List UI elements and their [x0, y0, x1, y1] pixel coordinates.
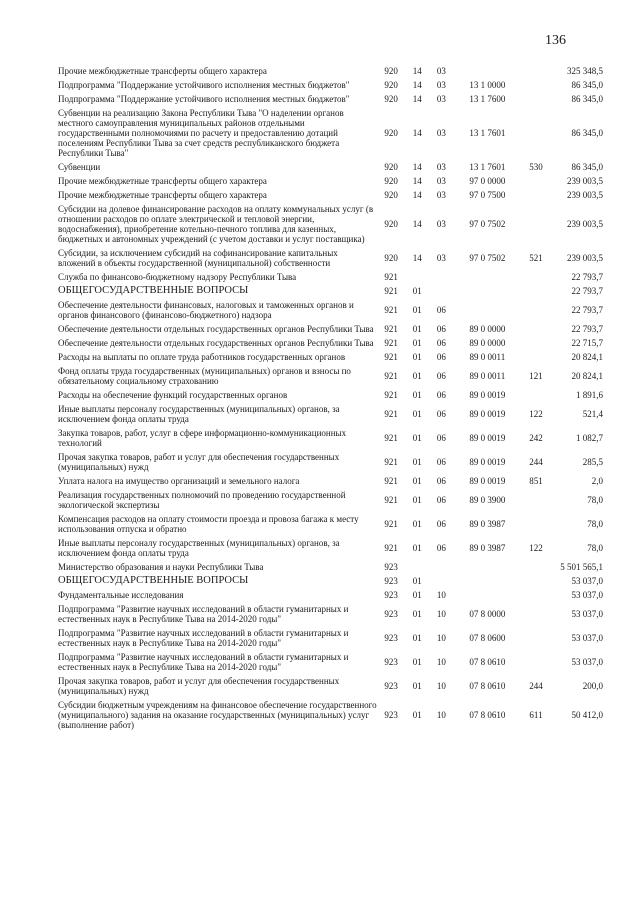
amount: 78,0: [587, 543, 603, 553]
amount: 22 793,7: [571, 272, 603, 282]
item-name: Обеспечение деятельности отдельных государственных органов Республики Тыва: [58, 324, 374, 334]
target-article-code: 07 8 0000: [469, 609, 506, 619]
expense-type-code: 521: [529, 253, 543, 263]
expense-type-code: [521, 300, 550, 324]
target-article-code: 13 1 7601: [469, 162, 506, 172]
budget-table-body: [58, 66, 603, 734]
subsection-code: 03: [436, 80, 446, 90]
ministry-code: 921: [384, 305, 398, 315]
item-name: Субсидии бюджетным учреждениям на финансовое обеспечение государственного (муниципального) задания на оказание государственных (муниципальных) услуг (выполнение работ): [58, 700, 377, 730]
table-row: [58, 576, 603, 590]
expense-type-code: [521, 80, 550, 94]
ministry-code: 920: [384, 94, 398, 104]
ministry-code: 921: [384, 390, 398, 400]
amount: 22 793,7: [571, 305, 603, 315]
table-row: [58, 676, 603, 700]
section-code: [405, 272, 429, 286]
table-row: [58, 248, 603, 272]
amount: 53 037,0: [571, 657, 603, 667]
amount: 285,5: [582, 457, 603, 467]
ministry-code: 921: [384, 286, 398, 296]
subsection-code: 10: [436, 681, 446, 691]
amount: 239 003,5: [567, 176, 603, 186]
amount: 86 345,0: [571, 94, 603, 104]
expense-type-code: [521, 94, 550, 108]
amount: 2,0: [591, 476, 603, 486]
amount: 53 037,0: [571, 633, 603, 643]
ministry-code: 923: [384, 562, 398, 572]
ministry-code: 921: [384, 324, 398, 334]
subsection-code: 06: [436, 371, 446, 381]
item-name: Иные выплаты персоналу государственных (муниципальных) органов, за исключением фонда оплаты труда: [58, 404, 340, 424]
subsection-code: [429, 272, 453, 286]
section-code: 01: [412, 576, 422, 586]
amount: 20 824,1: [571, 352, 603, 362]
table-row: [58, 452, 603, 476]
subsection-code: [429, 286, 453, 300]
ministry-code: 923: [384, 590, 398, 600]
subsection-code: 03: [436, 219, 446, 229]
target-article-code: 13 1 0000: [469, 80, 506, 90]
table-row: [58, 272, 603, 286]
item-name: Прочая закупка товаров, работ и услуг для обеспечения государственных (муниципальных) нужд: [58, 452, 340, 472]
section-code: 01: [412, 409, 422, 419]
item-name: Прочие межбюджетные трансферты общего характера: [58, 190, 267, 200]
ministry-code: 920: [384, 190, 398, 200]
section-code: 01: [412, 710, 422, 720]
expense-type-code: [521, 576, 550, 590]
amount: 86 345,0: [571, 162, 603, 172]
item-name: Реализация государственных полномочий по проведению государственной экологической экспертизы: [58, 490, 346, 510]
target-article-code: [453, 272, 521, 286]
subsection-code: 03: [436, 128, 446, 138]
target-article-code: [453, 562, 521, 576]
subsection-code: 03: [436, 190, 446, 200]
item-name: Министерство образования и науки Республики Тыва: [58, 562, 264, 572]
subsection-code: 06: [436, 305, 446, 315]
expense-type-code: [521, 66, 550, 80]
amount: 1 082,7: [576, 433, 603, 443]
table-row: [58, 562, 603, 576]
amount: 78,0: [587, 495, 603, 505]
expense-type-code: [521, 562, 550, 576]
item-name: Расходы на обеспечение функций государственных органов: [58, 390, 288, 400]
table-row: [58, 80, 603, 94]
item-name: Компенсация расходов на оплату стоимости проезда и провоза багажа к месту использования отпуска и обратно: [58, 514, 359, 534]
ministry-code: 921: [384, 433, 398, 443]
subsection-code: 06: [436, 457, 446, 467]
ministry-code: 923: [384, 576, 398, 586]
expense-type-code: [521, 324, 550, 338]
target-article-code: 97 0 0000: [469, 176, 506, 186]
amount: 53 037,0: [571, 590, 603, 600]
amount: 239 003,5: [567, 253, 603, 263]
item-name: Подпрограмма "Развитие научных исследований в области гуманитарных и естественных наук в Республике Тыва на 2014-2020 годы": [58, 652, 349, 672]
section-code: 14: [412, 128, 422, 138]
subsection-code: [429, 562, 453, 576]
target-article-code: 89 0 0019: [469, 390, 506, 400]
subsection-code: 06: [436, 519, 446, 529]
item-name: Субсидии, за исключением субсидий на софинансирование капитальных вложений в объекты государственной (муниципальной) собственности: [58, 248, 338, 268]
expense-type-code: [521, 628, 550, 652]
ministry-code: 920: [384, 253, 398, 263]
item-name: Закупка товаров, работ, услуг в сфере информационно-коммуникационных технологий: [58, 428, 347, 448]
target-article-code: 07 8 0600: [469, 633, 506, 643]
ministry-code: 921: [384, 272, 398, 282]
target-article-code: 07 8 0610: [469, 681, 506, 691]
amount: 22 715,7: [571, 338, 603, 348]
target-article-code: 89 0 0019: [469, 476, 506, 486]
expense-type-code: 242: [529, 433, 543, 443]
expense-type-code: [521, 190, 550, 204]
section-code: 01: [412, 609, 422, 619]
subsection-code: 10: [436, 710, 446, 720]
expense-type-code: [521, 604, 550, 628]
item-name: Подпрограмма "Поддержание устойчивого исполнения местных бюджетов": [58, 80, 350, 90]
subsection-code: 06: [436, 409, 446, 419]
item-name: Подпрограмма "Развитие научных исследований в области гуманитарных и естественных наук в Республике Тыва на 2014-2020 годы": [58, 604, 349, 624]
section-code: 14: [412, 176, 422, 186]
target-article-code: 89 0 0011: [469, 371, 506, 381]
target-article-code: 97 0 7502: [469, 219, 506, 229]
target-article-code: 89 0 0000: [469, 324, 506, 334]
target-article-code: 89 0 3987: [469, 543, 506, 553]
expense-type-code: 530: [529, 162, 543, 172]
table-row: [58, 352, 603, 366]
section-code: 01: [412, 371, 422, 381]
amount: 521,4: [582, 409, 603, 419]
table-row: [58, 604, 603, 628]
table-row: [58, 590, 603, 604]
item-name: ОБЩЕГОСУДАРСТВЕННЫЕ ВОПРОСЫ: [58, 285, 249, 296]
subsection-code: 06: [436, 324, 446, 334]
expense-type-code: [521, 272, 550, 286]
ministry-code: 920: [384, 176, 398, 186]
expense-type-code: 244: [529, 457, 543, 467]
section-code: 14: [412, 190, 422, 200]
expense-type-code: 851: [529, 476, 543, 486]
subsection-code: 10: [436, 609, 446, 619]
ministry-code: 923: [384, 710, 398, 720]
target-article-code: [453, 286, 521, 300]
subsection-code: 03: [436, 176, 446, 186]
subsection-code: 06: [436, 352, 446, 362]
amount: 20 824,1: [571, 371, 603, 381]
expense-type-code: 121: [529, 371, 543, 381]
ministry-code: 921: [384, 519, 398, 529]
subsection-code: 10: [436, 590, 446, 600]
ministry-code: 921: [384, 476, 398, 486]
target-article-code: 13 1 7600: [469, 94, 506, 104]
ministry-code: 921: [384, 338, 398, 348]
table-row: [58, 700, 603, 734]
amount: 53 037,0: [571, 576, 603, 586]
target-article-code: 89 0 0011: [469, 352, 506, 362]
target-article-code: 97 0 7500: [469, 190, 506, 200]
expense-type-code: [521, 352, 550, 366]
section-code: 01: [412, 305, 422, 315]
subsection-code: 03: [436, 94, 446, 104]
expense-type-code: [521, 652, 550, 676]
amount: 1 891,6: [576, 390, 603, 400]
target-article-code: [453, 590, 521, 604]
ministry-code: 920: [384, 80, 398, 90]
subsection-code: 06: [436, 543, 446, 553]
section-code: 14: [412, 80, 422, 90]
item-name: Прочие межбюджетные трансферты общего характера: [58, 66, 267, 76]
section-code: 14: [412, 219, 422, 229]
item-name: Обеспечение деятельности отдельных государственных органов Республики Тыва: [58, 338, 374, 348]
item-name: Обеспечение деятельности финансовых, налоговых и таможенных органов и органов финансового (финансово-бюджетного) надзора: [58, 300, 354, 320]
ministry-code: 921: [384, 352, 398, 362]
expense-type-code: [521, 204, 550, 248]
item-name: Подпрограмма "Развитие научных исследований в области гуманитарных и естественных наук в Республике Тыва на 2014-2020 годы": [58, 628, 349, 648]
subsection-code: 03: [436, 66, 446, 76]
expense-type-code: 122: [529, 409, 543, 419]
section-code: 01: [412, 476, 422, 486]
target-article-code: 89 0 0019: [469, 457, 506, 467]
target-article-code: 89 0 0000: [469, 338, 506, 348]
subsection-code: 06: [436, 338, 446, 348]
item-name: Фундаментальные исследования: [58, 590, 184, 600]
section-code: 01: [412, 633, 422, 643]
table-row: [58, 162, 603, 176]
ministry-code: 920: [384, 219, 398, 229]
expense-type-code: [521, 590, 550, 604]
table-row: [58, 490, 603, 514]
amount: 239 003,5: [567, 190, 603, 200]
section-code: 01: [412, 433, 422, 443]
table-row: [58, 366, 603, 390]
ministry-code: 920: [384, 66, 398, 76]
target-article-code: [453, 300, 521, 324]
ministry-code: 921: [384, 543, 398, 553]
item-name: Прочие межбюджетные трансферты общего характера: [58, 176, 267, 186]
ministry-code: 921: [384, 457, 398, 467]
amount: 86 345,0: [571, 80, 603, 90]
section-code: 14: [412, 94, 422, 104]
page-number: 136: [545, 33, 566, 48]
subsection-code: 06: [436, 495, 446, 505]
table-row: [58, 190, 603, 204]
subsection-code: 10: [436, 657, 446, 667]
amount: 78,0: [587, 519, 603, 529]
table-row: [58, 428, 603, 452]
subsection-code: 06: [436, 390, 446, 400]
amount: 239 003,5: [567, 219, 603, 229]
amount: 22 793,7: [571, 324, 603, 334]
section-code: [405, 562, 429, 576]
table-row: [58, 204, 603, 248]
ministry-code: 923: [384, 657, 398, 667]
ministry-code: 920: [384, 162, 398, 172]
expense-type-code: [521, 338, 550, 352]
amount: 50 412,0: [571, 710, 603, 720]
table-row: [58, 324, 603, 338]
expense-type-code: [521, 176, 550, 190]
section-code: 01: [412, 338, 422, 348]
target-article-code: [453, 66, 521, 80]
target-article-code: 97 0 7502: [469, 253, 506, 263]
section-code: 01: [412, 286, 422, 296]
table-row: [58, 338, 603, 352]
section-code: 14: [412, 162, 422, 172]
item-name: Субвенции: [58, 162, 101, 172]
subsection-code: [429, 576, 453, 590]
expense-type-code: 611: [529, 710, 543, 720]
amount: 325 348,5: [567, 66, 603, 76]
table-row: [58, 390, 603, 404]
table-row: [58, 286, 603, 300]
section-code: 01: [412, 324, 422, 334]
table-row: [58, 108, 603, 162]
subsection-code: 06: [436, 476, 446, 486]
table-row: [58, 538, 603, 562]
section-code: 01: [412, 590, 422, 600]
table-row: [58, 94, 603, 108]
item-name: ОБЩЕГОСУДАРСТВЕННЫЕ ВОПРОСЫ: [58, 575, 249, 586]
table-row: [58, 514, 603, 538]
section-code: 01: [412, 390, 422, 400]
amount: 86 345,0: [571, 128, 603, 138]
item-name: Субсидии на долевое финансирование расходов на оплату коммунальных услуг (в отношении расходов по оплате электрической и тепловой энергии, водоснабжения), приобретение котельно-печного топлива для казенных, бюджетных и автономных учреждений (с учетом доставки и услуг поставщика): [58, 204, 374, 244]
target-article-code: [453, 576, 521, 590]
table-row: [58, 66, 603, 80]
subsection-code: 06: [436, 433, 446, 443]
subsection-code: 10: [436, 633, 446, 643]
target-article-code: 89 0 0019: [469, 433, 506, 443]
expense-type-code: [521, 514, 550, 538]
table-row: [58, 628, 603, 652]
item-name: Служба по финансово-бюджетному надзору Республики Тыва: [58, 272, 297, 282]
item-name: Подпрограмма "Поддержание устойчивого исполнения местных бюджетов": [58, 94, 350, 104]
expense-type-code: [521, 286, 550, 300]
ministry-code: 921: [384, 495, 398, 505]
table-row: [58, 300, 603, 324]
section-code: 01: [412, 519, 422, 529]
ministry-code: 921: [384, 409, 398, 419]
target-article-code: 07 8 0610: [469, 710, 506, 720]
table-row: [58, 404, 603, 428]
target-article-code: 13 1 7601: [469, 128, 506, 138]
section-code: 01: [412, 657, 422, 667]
ministry-code: 923: [384, 633, 398, 643]
expense-type-code: [521, 490, 550, 514]
section-code: 01: [412, 352, 422, 362]
section-code: 01: [412, 457, 422, 467]
amount: 53 037,0: [571, 609, 603, 619]
item-name: Уплата налога на имущество организаций и земельного налога: [58, 476, 300, 486]
ministry-code: 921: [384, 371, 398, 381]
item-name: Расходы на выплаты по оплате труда работников государственных органов: [58, 352, 346, 362]
subsection-code: 03: [436, 162, 446, 172]
section-code: 01: [412, 495, 422, 505]
ministry-code: 923: [384, 681, 398, 691]
item-name: Прочая закупка товаров, работ и услуг для обеспечения государственных (муниципальных) нужд: [58, 676, 340, 696]
amount: 200,0: [582, 681, 603, 691]
subsection-code: 03: [436, 253, 446, 263]
expense-type-code: [521, 108, 550, 162]
section-code: 01: [412, 543, 422, 553]
budget-table: [58, 66, 603, 734]
section-code: 01: [412, 681, 422, 691]
table-row: [58, 652, 603, 676]
target-article-code: 07 8 0610: [469, 657, 506, 667]
expense-type-code: 244: [529, 681, 543, 691]
item-name: Субвенции на реализацию Закона Республики Тыва "О наделении органов местного самоуправления муниципальных районов отдельными государственными полномочиями по расчету и предоставлению дотаций поселениям Республики Тыва за счет средств республиканского бюджета Республики Тыва": [58, 108, 344, 158]
ministry-code: 920: [384, 128, 398, 138]
amount: 5 501 565,1: [560, 562, 603, 572]
item-name: Иные выплаты персоналу государственных (муниципальных) органов, за исключением фонда оплаты труда: [58, 538, 340, 558]
item-name: Фонд оплаты труда государственных (муниципальных) органов и взносы по обязательному социальному страхованию: [58, 366, 351, 386]
target-article-code: 89 0 0019: [469, 409, 506, 419]
expense-type-code: [521, 390, 550, 404]
expense-type-code: 122: [529, 543, 543, 553]
ministry-code: 923: [384, 609, 398, 619]
target-article-code: 89 0 3900: [469, 495, 506, 505]
amount: 22 793,7: [571, 286, 603, 296]
section-code: 14: [412, 66, 422, 76]
table-row: [58, 176, 603, 190]
table-row: [58, 476, 603, 490]
section-code: 14: [412, 253, 422, 263]
target-article-code: 89 0 3987: [469, 519, 506, 529]
